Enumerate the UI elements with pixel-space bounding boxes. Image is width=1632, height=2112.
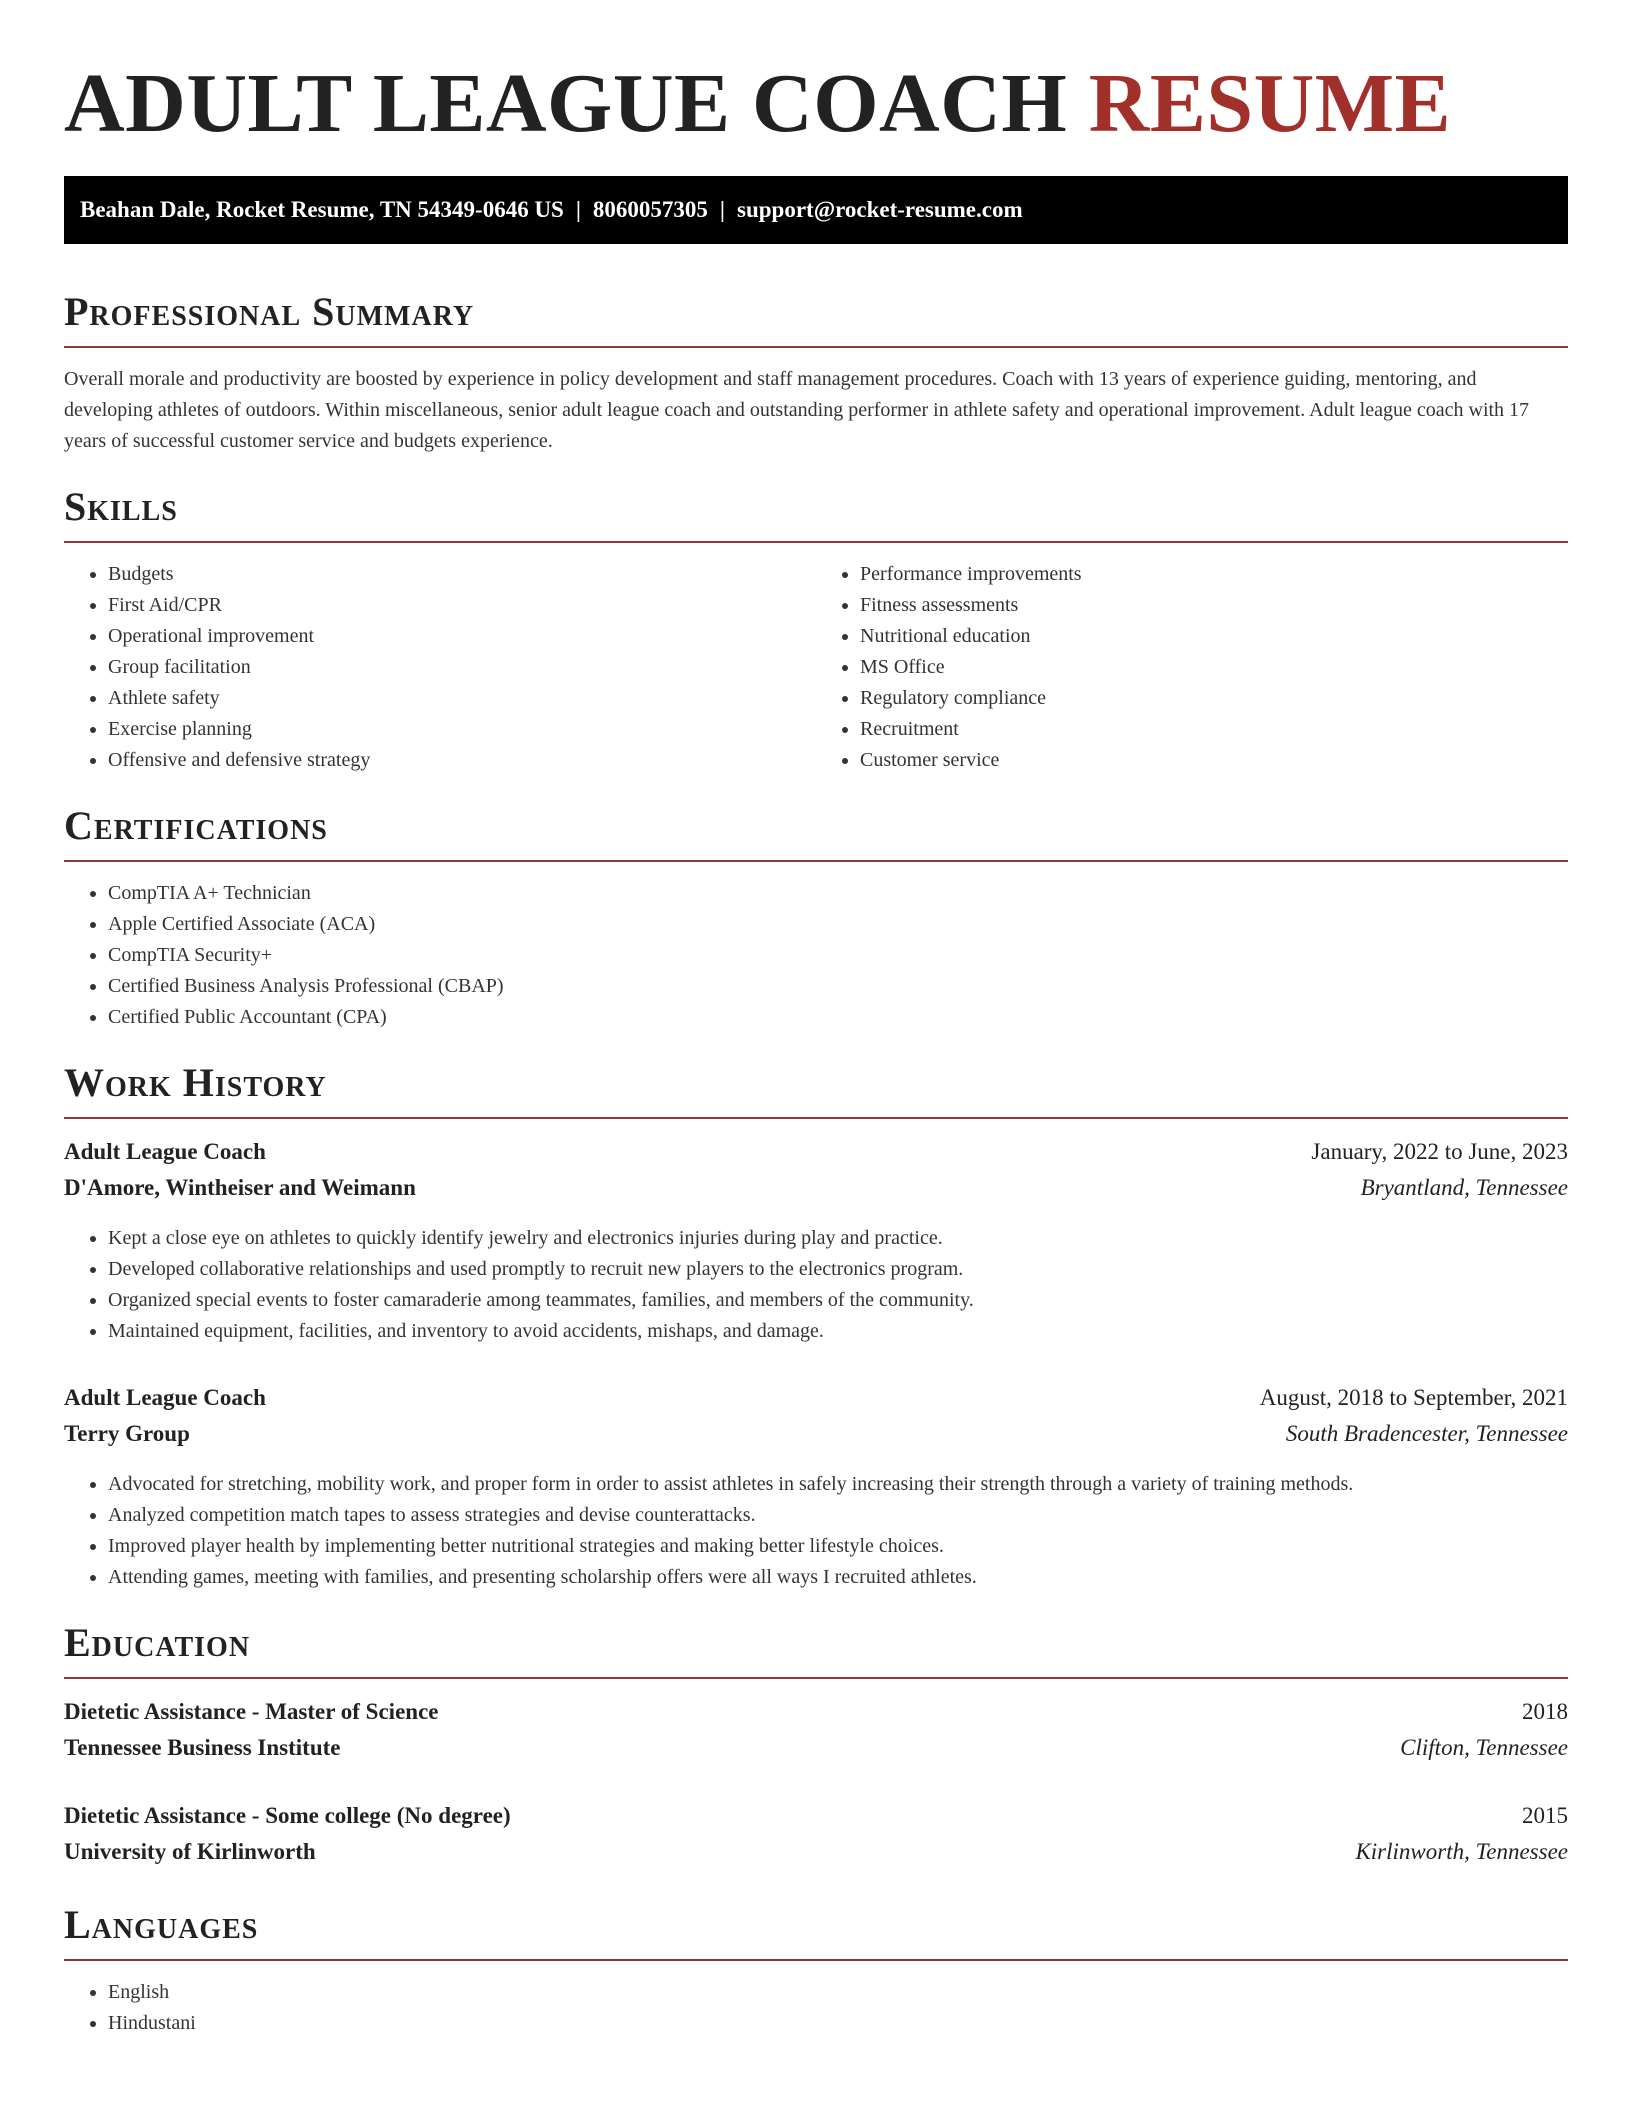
certification-item: • Certified Public Accountant (CPA) <box>108 1002 1568 1033</box>
contact-address: Beahan Dale, Rocket Resume, TN 54349-0646 US <box>80 197 564 222</box>
job-title: Adult League Coach <box>64 1139 266 1164</box>
education-school: Tennessee Business Institute <box>64 1735 341 1760</box>
job-title-row <box>64 1385 1568 1421</box>
education-degree-row <box>64 1699 1568 1735</box>
contact-phone: 8060057305 <box>592 197 708 222</box>
education-section <box>64 1619 1568 1875</box>
contact-separator: | <box>719 197 725 222</box>
job-bullet: • Improved player health by implementing better nutritional strategies and making better lifestyle choices. <box>108 1531 1568 1562</box>
job-title: Adult League Coach <box>64 1385 266 1410</box>
languages-list <box>64 1977 1568 2039</box>
job-bullet: • Kept a close eye on athletes to quickly identify jewelry and electronics injuries during play and practice. <box>108 1223 1568 1254</box>
contact-separator: | <box>575 197 581 222</box>
education-school-row <box>64 1735 1568 1771</box>
education-school-row <box>64 1839 1568 1875</box>
education-entry <box>64 1699 1568 1771</box>
education-degree: Dietetic Assistance - Master of Science <box>64 1699 439 1724</box>
education-degree-row <box>64 1803 1568 1839</box>
skill-item: • Fitness assessments <box>860 590 1568 621</box>
skill-item: • MS Office <box>860 652 1568 683</box>
language-item: • English <box>108 1977 1568 2008</box>
skill-item: • Offensive and defensive strategy <box>108 745 816 776</box>
skill-item: • Budgets <box>108 559 816 590</box>
certifications-heading: Certifications <box>64 802 1568 862</box>
languages-heading: Languages <box>64 1901 1568 1961</box>
skill-item: • Regulatory compliance <box>860 683 1568 714</box>
job-entry <box>64 1385 1568 1593</box>
job-entry <box>64 1139 1568 1347</box>
job-company-row <box>64 1175 1568 1211</box>
education-heading: Education <box>64 1619 1568 1679</box>
job-bullet: • Attending games, meeting with families, and presenting scholarship offers were all ways I recruited athletes. <box>108 1562 1568 1593</box>
certifications-list <box>64 878 1568 1033</box>
education-degree: Dietetic Assistance - Some college (No degree) <box>64 1803 511 1828</box>
certification-item: • Certified Business Analysis Professional (CBAP) <box>108 971 1568 1002</box>
skills-section <box>64 483 1568 776</box>
certification-item: • CompTIA Security+ <box>108 940 1568 971</box>
skills-list-left <box>64 559 816 776</box>
job-bullet: • Analyzed competition match tapes to assess strategies and devise counterattacks. <box>108 1500 1568 1531</box>
skills-list-right <box>816 559 1568 776</box>
work-history-heading: Work History <box>64 1059 1568 1119</box>
job-bullet: • Organized special events to foster camaraderie among teammates, families, and members of the community. <box>108 1285 1568 1316</box>
skill-item: • Operational improvement <box>108 621 816 652</box>
job-dates: August, 2018 to September, 2021 <box>1259 1385 1568 1410</box>
skills-column-left <box>64 559 816 776</box>
skill-item: • First Aid/CPR <box>108 590 816 621</box>
job-location: Bryantland, Tennessee <box>1360 1175 1568 1200</box>
job-location: South Bradencester, Tennessee <box>1285 1421 1568 1446</box>
skill-item: • Exercise planning <box>108 714 816 745</box>
summary-text: Overall morale and productivity are boosted by experience in policy development and staff management procedures. Coach with 13 years of experience guiding, mentoring, and developing athletes of outdoors. Within miscellaneous, senior adult league coach and outstanding performer in athlete safety and operational improvement. Adult league coach with 17 years of successful customer service and budgets experience. <box>64 368 1530 452</box>
job-company: D'Amore, Wintheiser and Weimann <box>64 1175 416 1200</box>
skills-column-right <box>816 559 1568 776</box>
language-item: • Hindustani <box>108 2008 1568 2039</box>
education-location: Clifton, Tennessee <box>1400 1735 1568 1760</box>
education-location: Kirlinworth, Tennessee <box>1355 1839 1568 1864</box>
job-company: Terry Group <box>64 1421 190 1446</box>
certification-item: • Apple Certified Associate (ACA) <box>108 909 1568 940</box>
job-bullet: • Maintained equipment, facilities, and inventory to avoid accidents, mishaps, and damage. <box>108 1316 1568 1347</box>
education-school: University of Kirlinworth <box>64 1839 316 1864</box>
skill-item: • Recruitment <box>860 714 1568 745</box>
contact-email: support@rocket-resume.com <box>737 197 1023 222</box>
job-company-row <box>64 1421 1568 1457</box>
resume-title <box>64 0 1568 176</box>
job-title-row <box>64 1139 1568 1175</box>
job-bullet: • Advocated for stretching, mobility work, and proper form in order to assist athletes in safely increasing their strength through a variety of training methods. <box>108 1469 1568 1500</box>
languages-section <box>64 1901 1568 2039</box>
summary-section <box>64 288 1568 457</box>
certifications-section <box>64 802 1568 1033</box>
job-dates: January, 2022 to June, 2023 <box>1311 1139 1568 1164</box>
skills-heading: Skills <box>64 483 1568 543</box>
contact-bar <box>64 176 1568 244</box>
education-year: 2018 <box>1522 1699 1568 1724</box>
skill-item: • Performance improvements <box>860 559 1568 590</box>
skills-grid <box>64 559 1568 776</box>
job-bullets <box>64 1469 1568 1593</box>
education-entry <box>64 1803 1568 1875</box>
skill-item: • Nutritional education <box>860 621 1568 652</box>
skill-item: • Customer service <box>860 745 1568 776</box>
skill-item: • Group facilitation <box>108 652 816 683</box>
summary-heading: Professional Summary <box>64 288 1568 348</box>
education-year: 2015 <box>1522 1803 1568 1828</box>
job-bullets <box>64 1223 1568 1347</box>
certification-item: • CompTIA A+ Technician <box>108 878 1568 909</box>
work-history-section <box>64 1059 1568 1593</box>
skill-item: • Athlete safety <box>108 683 816 714</box>
title-main: ADULT LEAGUE COACH <box>64 57 1068 150</box>
job-bullet: • Developed collaborative relationships and used promptly to recruit new players to the electronics program. <box>108 1254 1568 1285</box>
title-accent: RESUME <box>1088 57 1452 150</box>
